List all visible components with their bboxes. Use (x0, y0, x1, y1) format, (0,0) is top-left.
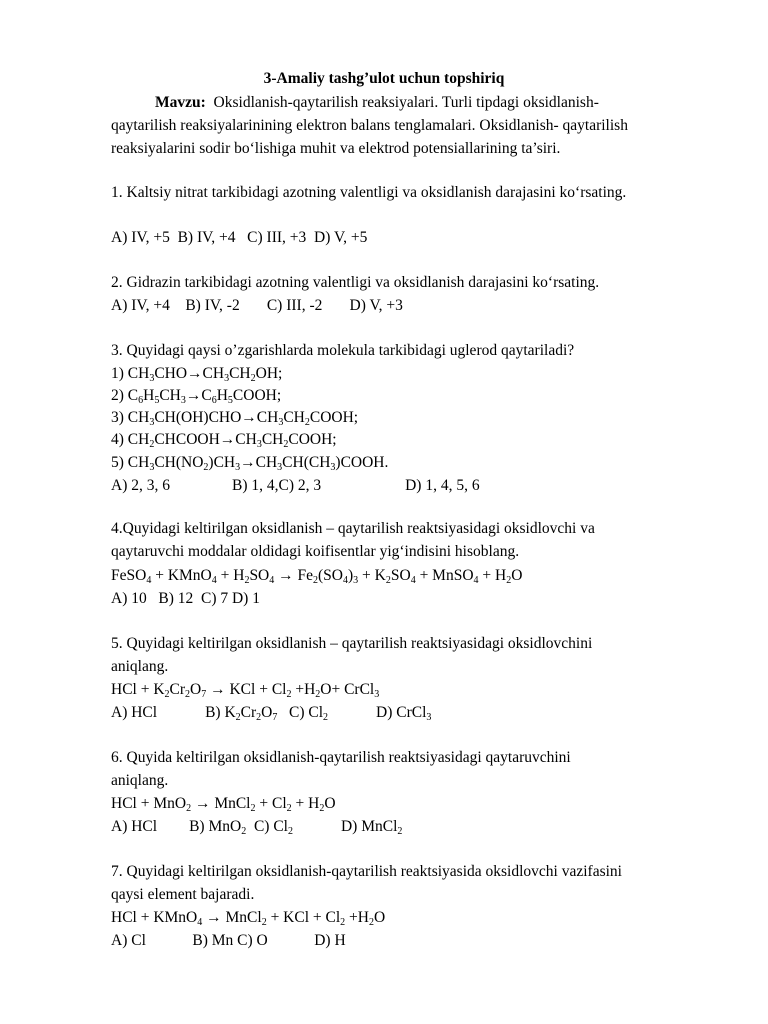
question-4-equation: FeSO$_4$ + KMnO$_4$ + $H_2SO_4 \to Fe_2(SO_4)_3 + K_2SO_4$ + MnSO$_4$ + $H_2O$ (111, 567, 523, 586)
question-4-options: A) 10 B) 12 C) 7 D) 1 (111, 590, 260, 607)
question-6-equation: HCl + MnO$_2$ → MnCl$_2$ + $Cl_2 + H_2O$ (111, 795, 336, 814)
question-6-options: A) HCl B) MnO$_2$ C) $Cl_2$ D) MnCl$_2$ (111, 818, 403, 837)
question-3-text: 3. Quyidagi qaysi o’zgarishlarda molekula tarkibidagi uglerod qaytariladi? (111, 342, 575, 359)
question-7-text-1: 7. Quyidagi keltirilgan oksidlanish-qaytarilish reaktsiyasida oksidlovchi vazifasini (111, 863, 622, 880)
question-5-options: A) HCl B) $K_2Cr_2O_7$ C) $Cl_2$ D) CrCl$_3$ (111, 704, 432, 723)
question-7-options: A) Cl B) Mn C) O D) H (111, 932, 346, 949)
question-1-options: A) IV, +5 B) IV, +4 C) III, +3 D) V, +5 (111, 229, 368, 246)
question-3-item-5: 5) $CH_3CH(NO_2)CH_3\to CH_3CH(CH_3)COOH$. (111, 454, 389, 473)
topic-line-3: reaksiyalarini sodir bo‘lishiga muhit va elektrod potensiallarining ta’siri. (111, 140, 561, 157)
question-3-item-1: 1) $CH_3CHO\to CH_3CH_2OH$; (111, 365, 283, 384)
question-4-text-1: 4.Quyidagi keltirilgan oksidlanish – qaytarilish reaktsiyasidagi oksidlovchi va (111, 520, 595, 537)
question-3-option-bc: B) 1, 4,C) 2, 3 (231, 477, 322, 494)
question-5-text-1: 5. Quyidagi keltirilgan oksidlanish – qaytarilish reaktsiyasidagi oksidlovchini (111, 635, 593, 652)
question-2-text: 2. Gidrazin tarkibidagi azotning valentligi va oksidlanish darajasini ko‘rsating. (111, 274, 600, 291)
topic-line-2: qaytarilish reaksiyalarinining elektron balans tenglamalari. Oksidlanish- qaytarilish (111, 117, 628, 134)
question-5-text-2: aniqlang. (111, 658, 169, 675)
question-3-option-a: A) 2, 3, 6 (111, 477, 170, 494)
page-title: 3-Amaliy tashg’ulot uchun topshiriq (263, 70, 505, 87)
question-3-option-d: D) 1, 4, 5, 6 (405, 477, 480, 494)
question-5-equation: HCl + $K_2Cr_2O_7$ → KCl + $Cl_2 +H_2O+$ CrCl$_3$ (111, 681, 380, 700)
question-2-options: A) IV, +4 B) IV, -2 C) III, -2 D) V, +3 (111, 297, 403, 314)
question-6-text-2: aniqlang. (111, 772, 169, 789)
topic-line-1 (155, 93, 599, 113)
question-3-item-4: 4) $CH_2CHCOOH\to CH_3CH_2COOH$; (111, 431, 337, 450)
question-3-options (111, 476, 480, 496)
question-7-text-2: qaysi element bajaradi. (111, 886, 255, 903)
question-6-text-1: 6. Quyida keltirilgan oksidlanish-qaytarilish reaktsiyasidagi qaytaruvchini (111, 749, 571, 766)
topic-label: Mavzu: (155, 94, 206, 111)
question-3-item-3: 3) $CH_3CH(OH)CHO\to CH_3CH_2COOH$; (111, 409, 359, 428)
question-1-text: 1. Kaltsiy nitrat tarkibidagi azotning valentligi va oksidlanish darajasini ko‘rsating. (111, 184, 627, 201)
question-3-item-2: 2) $C_6H_5CH_3\to C_6H_5COOH$; (111, 387, 282, 406)
topic-text-1: Oksidlanish-qaytarilish reaksiyalari. Turli tipdagi oksidlanish- (213, 94, 599, 111)
question-4-text-2: qaytaruvchi moddalar oldidagi koifisentlar yig‘indisini hisoblang. (111, 543, 520, 560)
question-7-equation: HCl + KMnO$_4$ → MnCl$_2$ + KCl + $Cl_2 +H_2O$ (111, 909, 386, 928)
